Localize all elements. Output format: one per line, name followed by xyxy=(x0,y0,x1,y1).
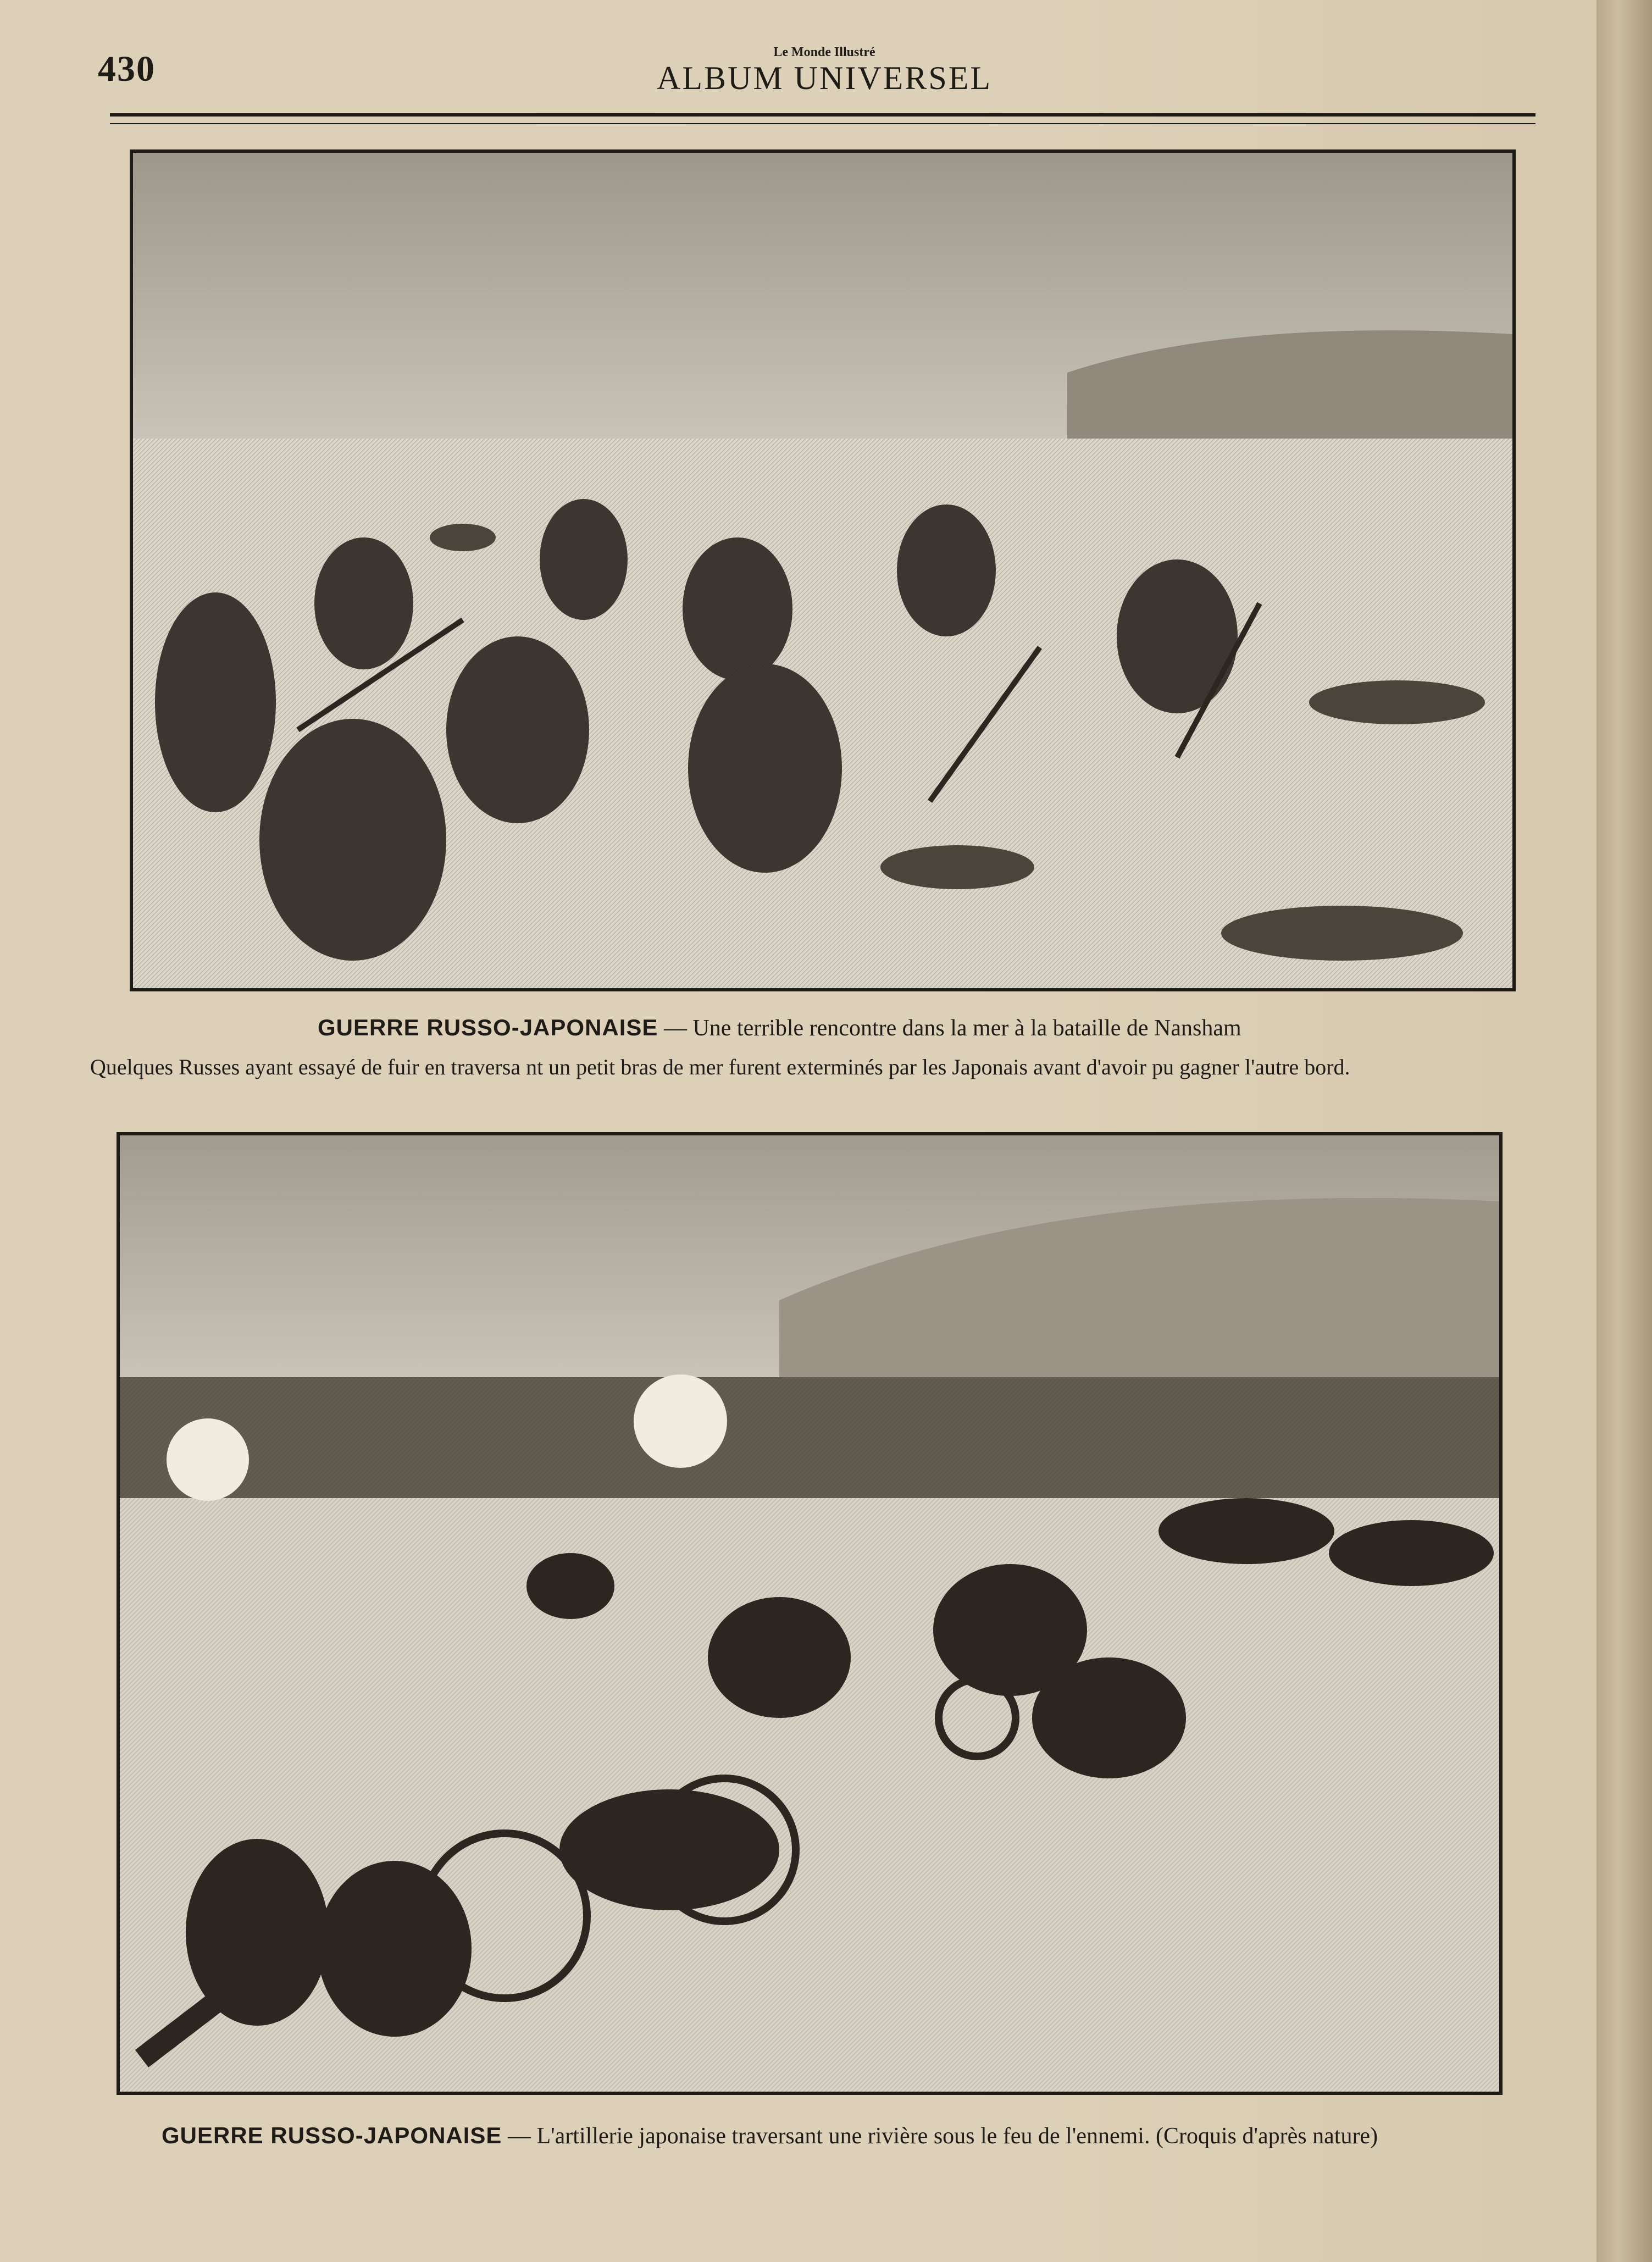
caption-artillery-crossing xyxy=(162,2122,1378,2149)
sea-battle-engraving xyxy=(133,153,1512,988)
illustration-artillery-crossing xyxy=(117,1132,1503,2095)
masthead-subtitle: Le Monde Illustré xyxy=(773,45,875,59)
caption-sea-battle xyxy=(318,1014,1241,1041)
header-rule-thin xyxy=(110,123,1535,124)
caption-sea-battle-description: Quelques Russes ayant essayé de fuir en traversa nt un petit bras de mer furent exterminés par les Japonais avant d'avoir pu gagner l'autre bord. xyxy=(90,1055,1350,1079)
caption-label: GUERRE RUSSO-JAPONAISE xyxy=(162,2122,502,2148)
caption-label: GUERRE RUSSO-JAPONAISE xyxy=(318,1014,658,1040)
caption-text: — Une terrible rencontre dans la mer à la bataille de Nansham xyxy=(663,1016,1241,1041)
page-gutter xyxy=(1596,0,1652,2262)
illustration-sea-battle xyxy=(130,149,1516,991)
masthead-title: ALBUM UNIVERSEL xyxy=(657,60,992,96)
header-rule-thick xyxy=(110,113,1535,117)
caption-text: — L'artillerie japonaise traversant une rivière sous le feu de l'ennemi. (Croquis d'après nature) xyxy=(507,2124,1378,2149)
page-number: 430 xyxy=(98,49,156,89)
artillery-crossing-engraving xyxy=(120,1135,1499,2092)
